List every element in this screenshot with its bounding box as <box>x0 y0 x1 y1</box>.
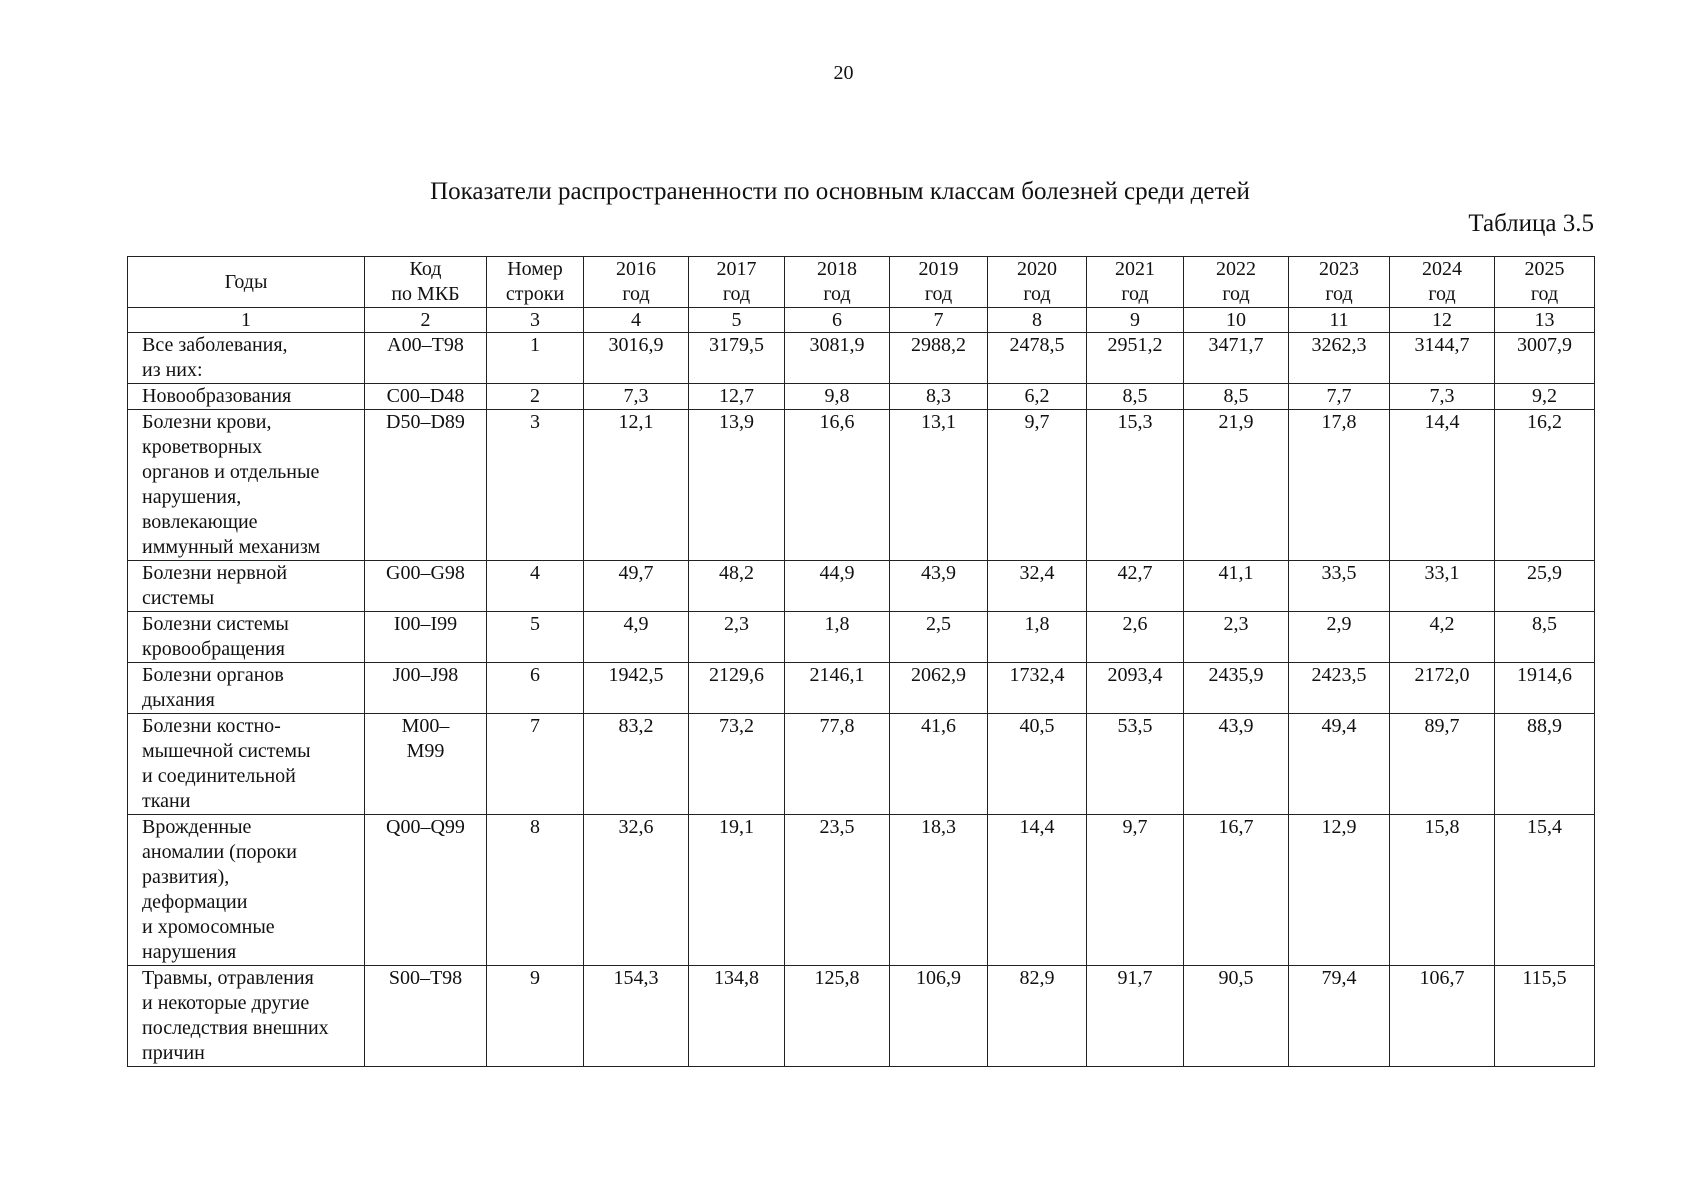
disease-class-name: Болезни системы кровообращения <box>128 612 365 663</box>
header-year-2018: 2018 год <box>785 257 890 308</box>
year-value: 23,5 <box>785 815 890 966</box>
header-year-2016: 2016 год <box>584 257 689 308</box>
disease-class-name: Болезни костно- мышечной системы и соединительной ткани <box>128 714 365 815</box>
year-value: 40,5 <box>988 714 1087 815</box>
table-row <box>128 663 1595 714</box>
year-value: 17,8 <box>1289 410 1390 561</box>
line-number: 7 <box>487 714 584 815</box>
icd-code: I00–I99 <box>365 612 487 663</box>
year-value: 3179,5 <box>689 333 785 384</box>
year-value: 14,4 <box>988 815 1087 966</box>
column-number: 4 <box>584 308 689 333</box>
line-number: 2 <box>487 384 584 410</box>
year-value: 18,3 <box>890 815 988 966</box>
line-number: 8 <box>487 815 584 966</box>
year-value: 2478,5 <box>988 333 1087 384</box>
year-value: 15,8 <box>1390 815 1495 966</box>
year-value: 1,8 <box>988 612 1087 663</box>
table-label: Таблица 3.5 <box>1468 210 1594 237</box>
year-value: 12,7 <box>689 384 785 410</box>
year-value: 2146,1 <box>785 663 890 714</box>
year-value: 2,3 <box>689 612 785 663</box>
column-number: 8 <box>988 308 1087 333</box>
year-value: 2,3 <box>1184 612 1289 663</box>
year-value: 3471,7 <box>1184 333 1289 384</box>
year-value: 15,4 <box>1495 815 1595 966</box>
header-year-2017: 2017 год <box>689 257 785 308</box>
year-value: 7,7 <box>1289 384 1390 410</box>
year-value: 41,1 <box>1184 561 1289 612</box>
year-value: 106,7 <box>1390 966 1495 1067</box>
year-value: 16,2 <box>1495 410 1595 561</box>
year-value: 9,7 <box>988 410 1087 561</box>
disease-class-name: Новообразования <box>128 384 365 410</box>
year-value: 12,1 <box>584 410 689 561</box>
year-value: 8,3 <box>890 384 988 410</box>
icd-code: G00–G98 <box>365 561 487 612</box>
year-value: 16,6 <box>785 410 890 561</box>
table-row <box>128 384 1595 410</box>
year-value: 8,5 <box>1087 384 1184 410</box>
year-value: 2435,9 <box>1184 663 1289 714</box>
page-number: 20 <box>833 62 854 84</box>
year-value: 3016,9 <box>584 333 689 384</box>
year-value: 9,8 <box>785 384 890 410</box>
year-value: 32,6 <box>584 815 689 966</box>
disease-class-name: Болезни крови, кроветворных органов и отдельные нарушения, вовлекающие иммунный механизм <box>128 410 365 561</box>
column-number: 6 <box>785 308 890 333</box>
column-number: 2 <box>365 308 487 333</box>
year-value: 3262,3 <box>1289 333 1390 384</box>
year-value: 2062,9 <box>890 663 988 714</box>
year-value: 6,2 <box>988 384 1087 410</box>
prevalence-table <box>127 256 1595 1067</box>
header-icd-code: Код по МКБ <box>365 257 487 308</box>
table-title: Показатели распространенности по основным классам болезней среди детей <box>430 178 1250 205</box>
disease-class-name: Врожденные аномалии (пороки развития), деформации и хромосомные нарушения <box>128 815 365 966</box>
year-value: 2951,2 <box>1087 333 1184 384</box>
header-line-number: Номер строки <box>487 257 584 308</box>
header-year-2024: 2024 год <box>1390 257 1495 308</box>
line-number: 9 <box>487 966 584 1067</box>
year-value: 32,4 <box>988 561 1087 612</box>
year-value: 1914,6 <box>1495 663 1595 714</box>
year-value: 4,9 <box>584 612 689 663</box>
year-value: 2172,0 <box>1390 663 1495 714</box>
line-number: 1 <box>487 333 584 384</box>
icd-code: J00–J98 <box>365 663 487 714</box>
column-number: 10 <box>1184 308 1289 333</box>
year-value: 48,2 <box>689 561 785 612</box>
icd-code: A00–T98 <box>365 333 487 384</box>
icd-code: D50–D89 <box>365 410 487 561</box>
year-value: 73,2 <box>689 714 785 815</box>
year-value: 42,7 <box>1087 561 1184 612</box>
year-value: 4,2 <box>1390 612 1495 663</box>
year-value: 25,9 <box>1495 561 1595 612</box>
disease-class-name: Болезни нервной системы <box>128 561 365 612</box>
column-number: 11 <box>1289 308 1390 333</box>
header-years: Годы <box>128 257 365 308</box>
year-value: 15,3 <box>1087 410 1184 561</box>
header-year-2021: 2021 год <box>1087 257 1184 308</box>
line-number: 6 <box>487 663 584 714</box>
year-value: 49,7 <box>584 561 689 612</box>
table-row <box>128 561 1595 612</box>
year-value: 33,1 <box>1390 561 1495 612</box>
year-value: 90,5 <box>1184 966 1289 1067</box>
year-value: 1,8 <box>785 612 890 663</box>
year-value: 43,9 <box>890 561 988 612</box>
year-value: 41,6 <box>890 714 988 815</box>
year-value: 154,3 <box>584 966 689 1067</box>
year-value: 134,8 <box>689 966 785 1067</box>
table-body <box>128 333 1595 1067</box>
year-value: 16,7 <box>1184 815 1289 966</box>
year-value: 13,9 <box>689 410 785 561</box>
line-number: 5 <box>487 612 584 663</box>
disease-class-name: Травмы, отравления и некоторые другие последствия внешних причин <box>128 966 365 1067</box>
year-value: 2,5 <box>890 612 988 663</box>
year-value: 83,2 <box>584 714 689 815</box>
year-value: 43,9 <box>1184 714 1289 815</box>
table-row <box>128 966 1595 1067</box>
disease-class-name: Все заболевания, из них: <box>128 333 365 384</box>
table-row <box>128 333 1595 384</box>
year-value: 21,9 <box>1184 410 1289 561</box>
line-number: 3 <box>487 410 584 561</box>
year-value: 91,7 <box>1087 966 1184 1067</box>
column-number: 9 <box>1087 308 1184 333</box>
year-value: 8,5 <box>1495 612 1595 663</box>
header-year-2023: 2023 год <box>1289 257 1390 308</box>
year-value: 3144,7 <box>1390 333 1495 384</box>
icd-code: C00–D48 <box>365 384 487 410</box>
year-value: 106,9 <box>890 966 988 1067</box>
year-value: 89,7 <box>1390 714 1495 815</box>
table-header-row <box>128 257 1595 308</box>
year-value: 77,8 <box>785 714 890 815</box>
year-value: 7,3 <box>1390 384 1495 410</box>
year-value: 125,8 <box>785 966 890 1067</box>
table-row <box>128 410 1595 561</box>
column-number: 1 <box>128 308 365 333</box>
year-value: 1732,4 <box>988 663 1087 714</box>
header-year-2025: 2025 год <box>1495 257 1595 308</box>
table-row <box>128 714 1595 815</box>
table-row <box>128 612 1595 663</box>
table-row <box>128 815 1595 966</box>
year-value: 2,9 <box>1289 612 1390 663</box>
year-value: 7,3 <box>584 384 689 410</box>
year-value: 2093,4 <box>1087 663 1184 714</box>
column-number: 13 <box>1495 308 1595 333</box>
year-value: 12,9 <box>1289 815 1390 966</box>
year-value: 13,1 <box>890 410 988 561</box>
year-value: 3007,9 <box>1495 333 1595 384</box>
icd-code: Q00–Q99 <box>365 815 487 966</box>
column-number: 3 <box>487 308 584 333</box>
icd-code: M00– M99 <box>365 714 487 815</box>
year-value: 14,4 <box>1390 410 1495 561</box>
year-value: 2129,6 <box>689 663 785 714</box>
year-value: 9,2 <box>1495 384 1595 410</box>
year-value: 115,5 <box>1495 966 1595 1067</box>
disease-class-name: Болезни органов дыхания <box>128 663 365 714</box>
year-value: 2,6 <box>1087 612 1184 663</box>
column-number: 12 <box>1390 308 1495 333</box>
year-value: 2988,2 <box>890 333 988 384</box>
year-value: 19,1 <box>689 815 785 966</box>
year-value: 1942,5 <box>584 663 689 714</box>
year-value: 82,9 <box>988 966 1087 1067</box>
year-value: 44,9 <box>785 561 890 612</box>
year-value: 49,4 <box>1289 714 1390 815</box>
year-value: 79,4 <box>1289 966 1390 1067</box>
header-year-2022: 2022 год <box>1184 257 1289 308</box>
header-year-2019: 2019 год <box>890 257 988 308</box>
column-number: 7 <box>890 308 988 333</box>
header-year-2020: 2020 год <box>988 257 1087 308</box>
year-value: 3081,9 <box>785 333 890 384</box>
year-value: 53,5 <box>1087 714 1184 815</box>
year-value: 2423,5 <box>1289 663 1390 714</box>
year-value: 9,7 <box>1087 815 1184 966</box>
column-number: 5 <box>689 308 785 333</box>
line-number: 4 <box>487 561 584 612</box>
year-value: 88,9 <box>1495 714 1595 815</box>
year-value: 8,5 <box>1184 384 1289 410</box>
year-value: 33,5 <box>1289 561 1390 612</box>
icd-code: S00–T98 <box>365 966 487 1067</box>
column-number-row <box>128 308 1595 333</box>
